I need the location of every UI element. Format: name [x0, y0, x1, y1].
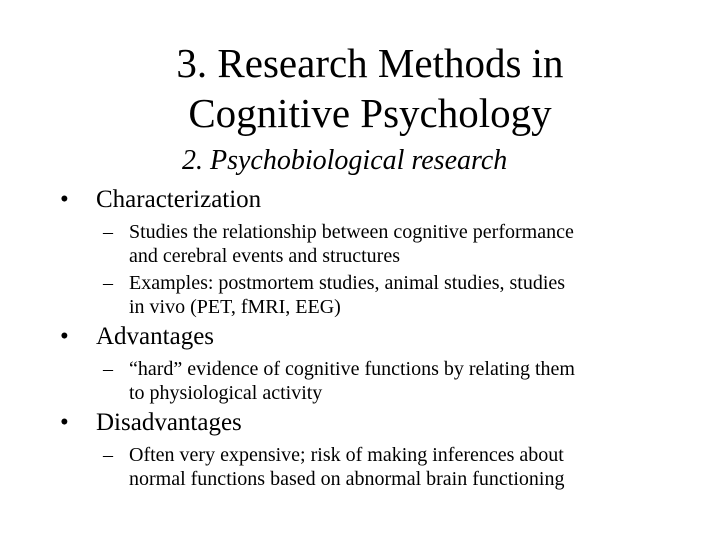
sub-bullet-line: and cerebral events and structures — [129, 245, 400, 267]
bullet-glyph: • — [60, 186, 69, 213]
bullet-heading — [0, 320, 728, 354]
bullet-item — [0, 320, 728, 405]
bullet-heading — [0, 406, 728, 440]
sub-bullet-line: normal functions based on abnormal brain functioning — [129, 468, 565, 490]
bullet-glyph: • — [60, 323, 69, 350]
sub-bullet-line: Examples: postmortem studies, animal studies, studies — [129, 272, 566, 294]
sub-bullet — [0, 220, 728, 268]
dash-glyph: – — [103, 221, 113, 243]
sub-bullet-line: Studies the relationship between cognitive performance — [129, 221, 574, 243]
sub-bullet-line: “hard” evidence of cognitive functions by relating them — [129, 358, 575, 380]
dash-glyph: – — [103, 358, 113, 380]
sub-bullet — [0, 443, 728, 491]
slide-subtitle: 2. Psychobiological research — [182, 145, 508, 176]
slide-title — [0, 38, 728, 138]
sub-bullet-line: Often very expensive; risk of making inferences about — [129, 444, 564, 466]
bullet-list — [0, 183, 728, 491]
bullet-label: Disadvantages — [96, 409, 242, 436]
sub-bullet-line: in vivo (PET, fMRI, EEG) — [129, 296, 341, 318]
sub-bullet — [0, 357, 728, 405]
title-line: 3. Research Methods in — [176, 40, 564, 86]
sub-bullet — [0, 271, 728, 319]
bullet-item — [0, 406, 728, 491]
dash-glyph: – — [103, 272, 113, 294]
bullet-item — [0, 183, 728, 319]
bullet-label: Characterization — [96, 186, 262, 213]
bullet-label: Advantages — [96, 323, 215, 350]
sub-bullet-line: to physiological activity — [129, 382, 323, 404]
bullet-heading — [0, 183, 728, 217]
dash-glyph: – — [103, 444, 113, 466]
bullet-glyph: • — [60, 409, 69, 436]
title-line: Cognitive Psychology — [188, 90, 552, 136]
